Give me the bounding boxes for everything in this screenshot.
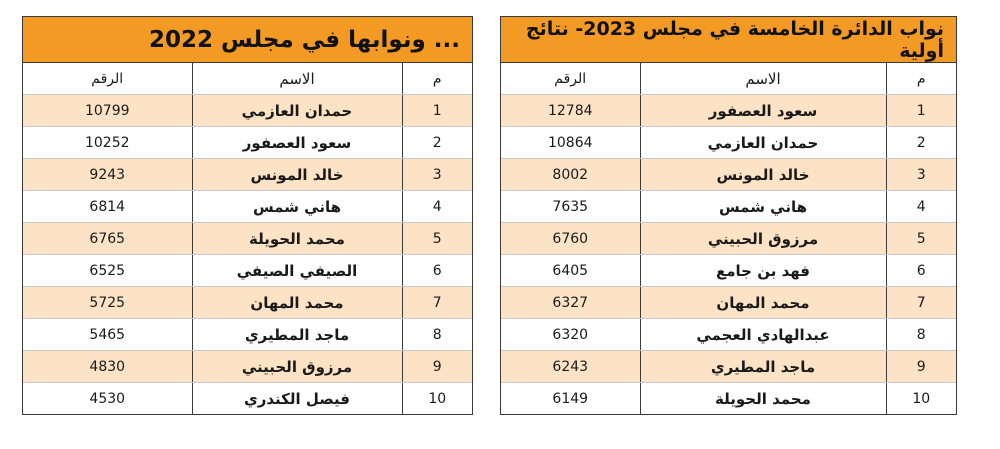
- candidate-name: الصيفي الصيفي: [192, 255, 402, 287]
- candidate-name: خالد المونس: [192, 159, 402, 191]
- row-number: 9: [402, 351, 472, 383]
- col-header-num: م: [402, 63, 472, 95]
- row-number: 9: [886, 351, 956, 383]
- vote-count: 6320: [501, 319, 640, 351]
- row-number: 7: [886, 287, 956, 319]
- vote-count: 10799: [23, 95, 192, 127]
- vote-count: 4830: [23, 351, 192, 383]
- row-number: 8: [402, 319, 472, 351]
- row-number: 3: [402, 159, 472, 191]
- vote-count: 6243: [501, 351, 640, 383]
- table-row: [501, 351, 956, 383]
- row-number: 2: [402, 127, 472, 159]
- row-number: 5: [402, 223, 472, 255]
- candidate-name: محمد الحويلة: [192, 223, 402, 255]
- table-row: [501, 95, 956, 127]
- candidate-name: سعود العصفور: [640, 95, 886, 127]
- table-body-2023: [501, 95, 956, 415]
- table-row: [501, 287, 956, 319]
- vote-count: 6327: [501, 287, 640, 319]
- col-header-name: الاسم: [640, 63, 886, 95]
- table-row: [23, 127, 472, 159]
- row-number: 4: [886, 191, 956, 223]
- row-number: 3: [886, 159, 956, 191]
- vote-count: 8002: [501, 159, 640, 191]
- row-number: 5: [886, 223, 956, 255]
- table-row: [501, 319, 956, 351]
- vote-count: 6765: [23, 223, 192, 255]
- candidate-name: هاني شمس: [640, 191, 886, 223]
- table-2022: [23, 63, 472, 414]
- table-row: [23, 383, 472, 415]
- table-2023: [501, 63, 956, 414]
- table-title-2023: نواب الدائرة الخامسة في مجلس 2023- نتائج أولية: [501, 17, 956, 63]
- vote-count: 10252: [23, 127, 192, 159]
- col-header-name: الاسم: [192, 63, 402, 95]
- candidate-name: محمد الحويلة: [640, 383, 886, 415]
- row-number: 1: [886, 95, 956, 127]
- vote-count: 7635: [501, 191, 640, 223]
- row-number: 4: [402, 191, 472, 223]
- table-row: [23, 287, 472, 319]
- row-number: 2: [886, 127, 956, 159]
- header-row: [501, 63, 956, 95]
- table-row: [23, 319, 472, 351]
- vote-count: 6814: [23, 191, 192, 223]
- col-header-num: م: [886, 63, 956, 95]
- table-row: [23, 191, 472, 223]
- col-header-votes: الرقم: [501, 63, 640, 95]
- candidate-name: فهد بن جامع: [640, 255, 886, 287]
- results-table-2022: [22, 16, 473, 415]
- col-header-votes: الرقم: [23, 63, 192, 95]
- candidate-name: سعود العصفور: [192, 127, 402, 159]
- candidate-name: ماجد المطيري: [640, 351, 886, 383]
- row-number: 10: [402, 383, 472, 415]
- candidate-name: عبدالهادي العجمي: [640, 319, 886, 351]
- table-title-2022: ... ونوابها في مجلس 2022: [23, 17, 472, 63]
- table-row: [23, 255, 472, 287]
- vote-count: 6405: [501, 255, 640, 287]
- candidate-name: حمدان العازمي: [640, 127, 886, 159]
- row-number: 1: [402, 95, 472, 127]
- results-table-2023: [500, 16, 957, 415]
- vote-count: 6760: [501, 223, 640, 255]
- vote-count: 12784: [501, 95, 640, 127]
- vote-count: 10864: [501, 127, 640, 159]
- table-row: [23, 351, 472, 383]
- table-row: [501, 127, 956, 159]
- vote-count: 5725: [23, 287, 192, 319]
- candidate-name: محمد المهان: [640, 287, 886, 319]
- vote-count: 4530: [89, 390, 126, 407]
- vote-count: 5465: [23, 319, 192, 351]
- table-row: [501, 159, 956, 191]
- candidate-name: هاني شمس: [192, 191, 402, 223]
- table-row: [501, 191, 956, 223]
- table-row: [23, 95, 472, 127]
- row-number: 7: [402, 287, 472, 319]
- vote-count: 6149: [552, 390, 589, 407]
- table-row: [501, 223, 956, 255]
- candidate-name: محمد المهان: [192, 287, 402, 319]
- row-number: 8: [886, 319, 956, 351]
- candidate-name: حمدان العازمي: [192, 95, 402, 127]
- row-number: 6: [886, 255, 956, 287]
- candidate-name: مرزوق الحبيني: [640, 223, 886, 255]
- header-row: [23, 63, 472, 95]
- table-body-2022: [23, 95, 472, 415]
- table-row: [23, 223, 472, 255]
- candidate-name: مرزوق الحبيني: [192, 351, 402, 383]
- candidate-name: ماجد المطيري: [192, 319, 402, 351]
- vote-count: 9243: [23, 159, 192, 191]
- row-number: 10: [886, 383, 956, 415]
- table-row: [23, 159, 472, 191]
- table-row: [501, 255, 956, 287]
- candidate-name: فيصل الكندري: [192, 383, 402, 415]
- vote-count: 6525: [23, 255, 192, 287]
- table-row: [501, 383, 956, 415]
- candidate-name: خالد المونس: [640, 159, 886, 191]
- row-number: 6: [402, 255, 472, 287]
